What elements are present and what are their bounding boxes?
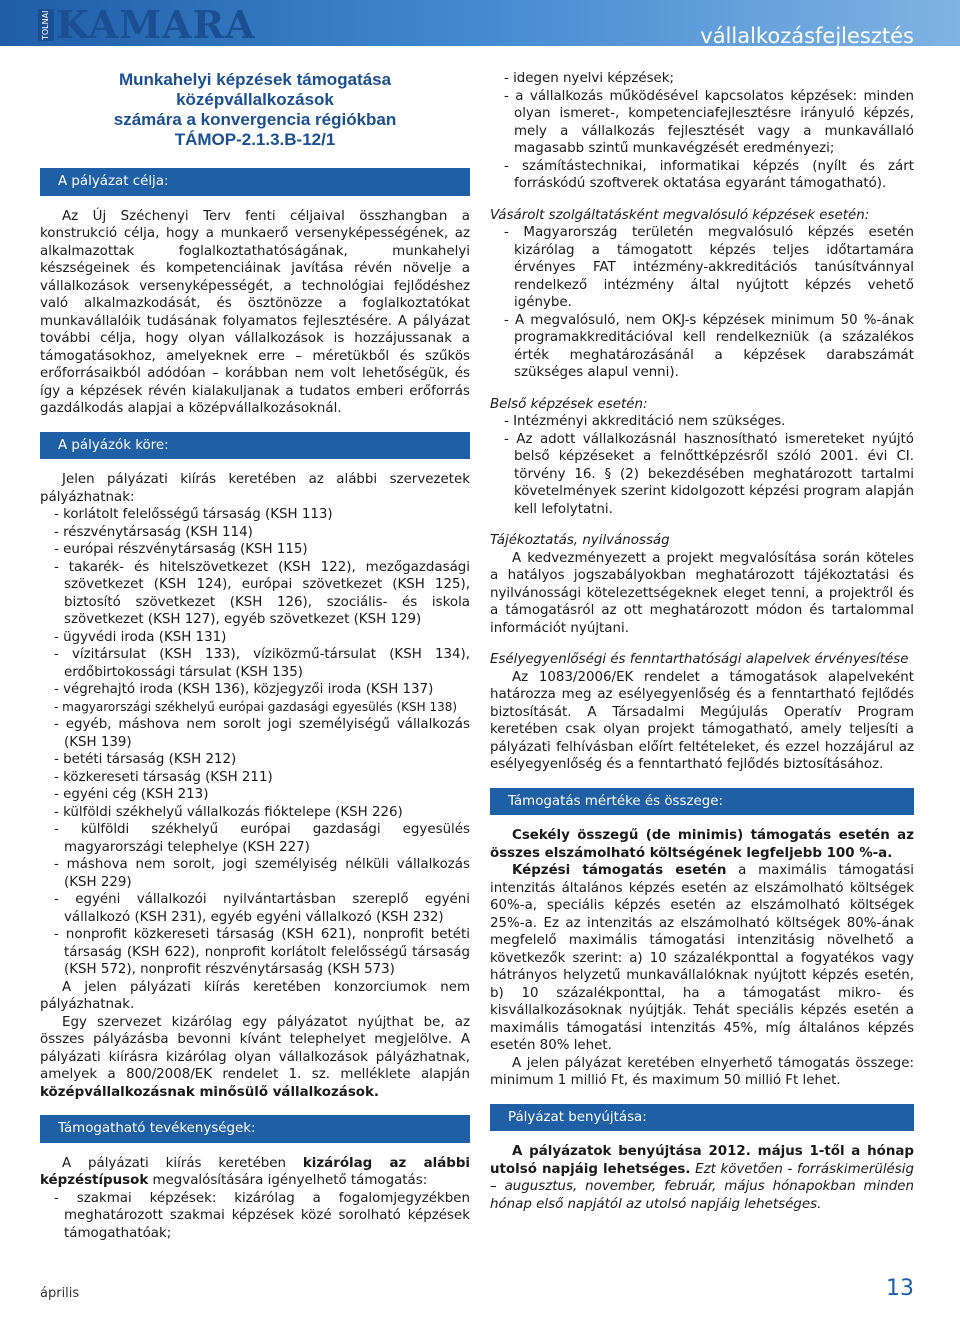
paragraph-submission [490, 1143, 914, 1213]
list-item: - A megvalósuló, nem OKJ-s képzések minimum 50 %-ának programakkreditációval kell rendelkezniük (a százalékos érték meghatározásánál a képzések darabszámát szükséges alapul venni). [504, 312, 914, 380]
heading-palyazat-celja: A pályázat célja: [40, 168, 470, 196]
paragraph-training-support [490, 862, 914, 1055]
purchased-list [490, 224, 914, 382]
list-item: - külföldi székhelyű európai gazdasági egyesülés magyarországi telephelye (KSH 227) [54, 822, 470, 855]
text-span: megvalósítására igényelhető támogatás: [148, 1173, 428, 1188]
paragraph-equal-opportunity: Az 1083/2006/EK rendelet a támogatások alapelveként határozza meg az esélyegyenlőség és a fenntartható fejlődés biztosítását. A Társadalmi Megújulás Operatív Program keretében csak olyan projekt támogatható, amely teljesíti a pályázati felhívásban előírt feltételeket, és ezzel hozzájárul az esélyegyenlőség és a fenntartható fejlődés biztosításához. [490, 669, 914, 772]
paragraph-applicants: Jelen pályázati kiírás keretében az alábbi szervezetek pályázhatnak: [40, 472, 470, 505]
text-span: Egy szervezet kizárólag egy pályázatot nyújthat be, az összes pályázásba bevonni kívánt telephelyet megjelölve. A pályázati kiírásra kizárólag olyan vállalkozások pályázhatnak, amelyek a 800/2008/EK rendelet 1. sz. melléklete alapján [40, 1014, 470, 1082]
list-item: - betéti társaság (KSH 212) [54, 752, 237, 767]
list-item: - ügyvédi iroda (KSH 131) [54, 629, 227, 645]
training-type-list [490, 70, 914, 193]
text-span-italic: Ezt követően - forráskimerülésig – augusztus, november, február, május hónapokban minden hónap első napjától az utolsó napjáig lehetséges. [490, 1161, 914, 1212]
paragraph-publicity: A kedvezményezett a projekt megvalósítása során köteles a hatályos jogszabályokban meghatározott tájékoztatási és nyilvánossági kötelezettségeknek eleget tenni, a projektről és a támogatásról az ott meghatározott módon és tartalommal információt nyújtani. [490, 550, 914, 636]
text-span-bold: A pályázatok benyújtása 2012. május 1-től a hónap utolsó napjáig lehetséges. [490, 1144, 914, 1177]
list-item: - Intézményi akkreditáció nem szükséges. [504, 414, 786, 429]
list-item: - máshova nem sorolt, jogi személyiség nélküli vállalkozás (KSH 229) [54, 857, 470, 890]
paragraph-activities [40, 1155, 470, 1190]
heading-tamogatas-merteke: Támogatás mértéke és összege: [490, 788, 914, 816]
subheading-purchased: Vásárolt szolgáltatásként megvalósuló képzések esetén: [490, 207, 870, 223]
article-title [40, 70, 470, 150]
list-item: - takarék- és hitelszövetkezet (KSH 122), mezőgazdasági szövetkezet (KSH 124), európai szövetkezet (KSH 125), biztosító szövetkezet (KSH 126), szociális- és iskola szövetkezet (KSH 127), egyéb szövetkezet (KSH 129) [54, 559, 470, 627]
list-item: - korlátolt felelősségű társaság (KSH 113) [54, 507, 333, 522]
list-item: - idegen nyelvi képzések; [504, 71, 675, 86]
subheading-publicity: Tájékoztatás, nyilvánosság [490, 533, 670, 548]
list-item: - számítástechnikai, informatikai képzés (nyílt és zárt forráskódú szoftverek oktatása egyaránt támogatható). [504, 158, 914, 191]
text-span-bold: középvállalkozásnak minősülő vállalkozások. [40, 1084, 379, 1100]
page-number: 13 [886, 1276, 914, 1301]
subheading-equal-opportunity: Esélyegyenlőségi és fenntarthatósági alapelvek érvényesítése [490, 652, 909, 667]
footer-month: április [40, 1286, 80, 1301]
logo-side-text: TOLNAI [38, 9, 54, 41]
list-item: - magyarországi székhelyű európai gazdasági egyesülés (KSH 138) [54, 699, 458, 714]
title-line-1: Munkahelyi képzések támogatása középvállalkozások [118, 70, 392, 109]
page-header [0, 0, 960, 52]
list-item: - nonprofit közkereseti társaság (KSH 621), nonprofit betéti társaság (KSH 622), nonprofit korlátolt felelősségű társaság (KSH 572), nonprofit részvénytársaság (KSH 573) [54, 927, 470, 977]
text-span-bold: kizárólag az alábbi képzéstípusok [40, 1155, 470, 1188]
list-item: - egyéni vállalkozói nyilvántartásban szereplő egyéni vállalkozó (KSH 231), egyéb egyéni vállalkozó (KSH 232) [54, 892, 470, 925]
list-item: - szakmai képzések: kizárólag a fogalomjegyzékben meghatározott szakmai képzések közé sorolható képzések támogathatóak; [54, 1190, 470, 1241]
list-item: - egyéb, máshova nem sorolt jogi személyiségű vállalkozás (KSH 139) [54, 717, 470, 750]
logo-text: KAMARA [56, 2, 256, 47]
paragraph-amount: A jelen pályázat keretében elnyerhető támogatás összege: minimum 1 millió Ft, és maximum 50 millió Ft lehet. [490, 1055, 914, 1088]
activity-list [40, 1190, 470, 1243]
list-item: - európai részvénytársaság (KSH 115) [54, 542, 308, 557]
paragraph-consortium: A jelen pályázati kiírás keretében konzorciumok nem pályázhatnak. [40, 979, 470, 1012]
list-item: - végrehajtó iroda (KSH 136), közjegyzői iroda (KSH 137) [54, 682, 434, 697]
list-item: - közkereseti társaság (KSH 211) [54, 769, 273, 785]
heading-palyazat-benyujtasa: Pályázat benyújtása: [490, 1104, 914, 1132]
list-item: - a vállalkozás működésével kapcsolatos képzések: minden olyan ismeret-, kompetenciafejlesztésre irányuló képzés, mely a vállalkozás fejlesztését vagy a munkavállaló magasabb szintű munkavégzését eredményezi; [504, 88, 914, 156]
heading-palyazok-kore: A pályázók köre: [40, 432, 470, 460]
list-item: - vízitársulat (KSH 133), víziközmű-társulat (KSH 134), erdőbirtokossági társulat (KSH 135) [54, 647, 470, 680]
left-column [40, 70, 470, 1242]
text-span-bold: Képzési támogatás esetén [512, 863, 727, 878]
list-item: - Magyarország területén megvalósuló képzés esetén kizárólag a támogatott képzés teljes időtartamára érvényes FAT intézmény-akkreditációs tanúsítvánnyal rendelkező intézmény által nyújtott képzés vehető igénybe. [504, 225, 914, 310]
title-line-3: TÁMOP-2.1.3.B-12/1 [174, 130, 336, 149]
list-item: - részvénytársaság (KSH 114) [54, 524, 253, 540]
text-span: A pályázati kiírás keretében [62, 1155, 303, 1171]
heading-tamogathato-tevekenysegek: Támogatható tevékenységek: [40, 1115, 470, 1143]
paragraph-one-application [40, 1014, 470, 1102]
applicant-list [40, 506, 470, 979]
paragraph-goal: Az Új Széchenyi Terv fenti céljaival összhangban a konstrukció célja, hogy a munkaerő versenyképességének, az alkalmazottak foglalkoztathatóságának, munkahelyi készségeinek és kompetenciáinak javítása révén növelje a vállalkozások versenyképességét, a technológiai fejlődéshez való alkalmazkodását, és ösztönözze a foglalkoztatókat munkavállalóik tudásának folyamatos fejlesztésére. A pályázat további célja, hogy olyan vállalkozások is hozzájussanak a támogatásokhoz, amelyeknek erre – méretükből és szűkös erőforrásaikból adódóan – korábban nem volt lehetőségük, és így a képzések révén kialakuljanak a tudatos emberi erőforrás gazdálkodás alapjai a középvállalkozásoknál. [40, 208, 470, 416]
list-item: - külföldi székhelyű vállalkozás fióktelepe (KSH 226) [54, 804, 403, 820]
list-item: - egyéni cég (KSH 213) [54, 787, 209, 802]
text-span: a maximális támogatási intenzitás általános képzés esetén az elszámolható költségek 60%-a, speciális képzés esetén az elszámolható költségek 25%-a. Ez az intenzitás az elszámolható költségek 80%-ának megfelelő maximális támogatási intenzitásig növelhető a következők szerint: a) 10 százalékponttal a fogyatékos vagy hátrányos helyzetű munkavállalóknak nyújtott képzés esetén, b) 10 százalékponttal, ha a támogatást mikro- és kisvállalkozásoknak nyújtják. Tehát speciális képzés esetén a maximális támogatási intenzitás 45%, míg általános képzés esetén 80% lehet. [490, 863, 915, 1053]
kamara-logo [38, 2, 256, 47]
internal-list [490, 413, 914, 518]
right-column [490, 70, 914, 1213]
list-item: - Az adott vállalkozásnál hasznosítható ismereteket nyújtó belső képzéseket a felnőttképzésről szóló 2001. évi CI. törvény 16. § (2) bekezdésében meghatározott tartalmi követelmények szerint kidolgozott képzési program alapján kell lefolytatni. [504, 431, 914, 517]
paragraph-de-minimis: Csekély összegű (de minimis) támogatás esetén az összes elszámolható költségének legfeljebb 100 %-a. [490, 828, 914, 861]
title-line-2: számára a konvergencia régiókban [113, 110, 397, 129]
section-title: vállalkozásfejlesztés [700, 24, 914, 48]
subheading-internal: Belső képzések esetén: [490, 396, 648, 412]
